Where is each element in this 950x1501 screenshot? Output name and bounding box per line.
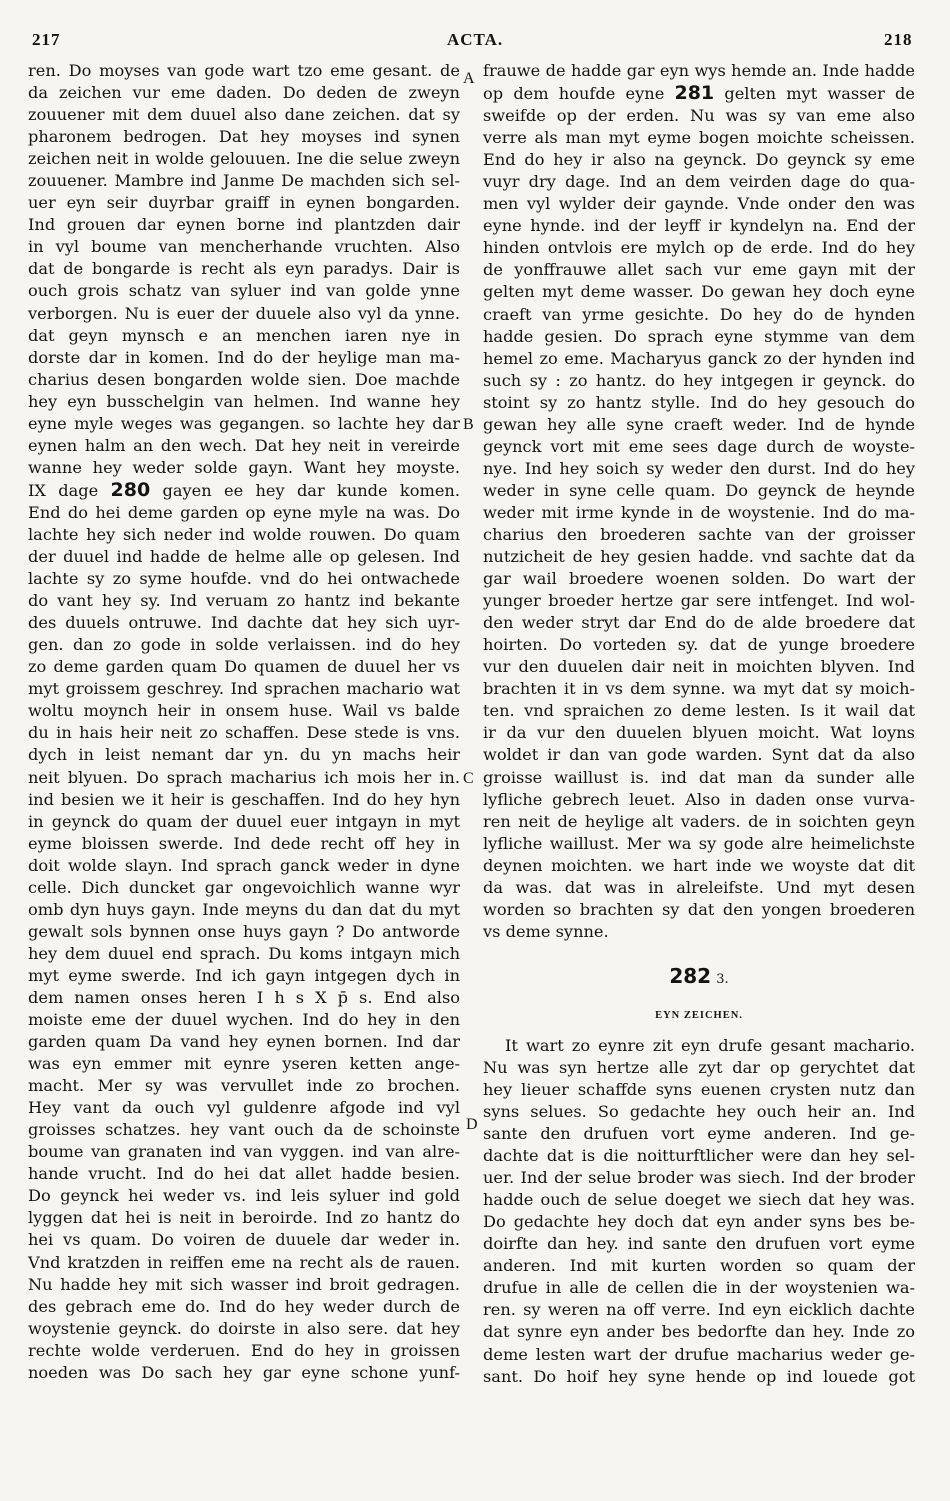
line-text: dat synre eyn ander bes bedorfte dan hey. Inde zo <box>483 1322 915 1342</box>
line-text: syns selues. So gedachte hey ouch heir an. Ind <box>483 1102 915 1122</box>
text-line <box>28 126 460 148</box>
text-line <box>28 590 460 612</box>
line-text: hemel zo eme. Macharyus ganck zo der hynden ind <box>483 348 915 368</box>
line-text: woldet ir dan van gode warden. Synt dat da also <box>483 745 915 765</box>
line-text: rechte wolde verderuen. End do hey in groissen <box>28 1340 460 1360</box>
text-line <box>483 612 915 634</box>
line-text: hoirten. Do vorteden sy. dat de yunge broedere <box>483 635 915 655</box>
line-text: in geynck do quam der duuel euer intgayn in myt <box>28 811 460 831</box>
line-text: wanne hey weder solde gayn. Want hey moyste. <box>28 457 460 477</box>
line-text: men vyl wylder deir gaynde. Vnde onder den was <box>483 194 915 214</box>
text-line <box>483 1211 915 1233</box>
text-line <box>483 1035 915 1057</box>
text-line <box>28 435 460 457</box>
line-text: macht. Mer sy was vervullet inde zo brochen. <box>28 1076 460 1096</box>
line-text: hey dem duuel end sprach. Du koms intgayn mich <box>28 943 460 963</box>
line-text: vuyr dry dage. Ind an dem veirden dage do qua- <box>483 172 915 192</box>
line-text: nye. Ind hey soich sy weder den durst. Ind do hey <box>483 458 915 478</box>
text-line <box>483 1057 915 1079</box>
text-line <box>483 193 915 215</box>
text-line <box>483 656 915 678</box>
text-line <box>483 1321 915 1343</box>
text-line <box>483 1277 915 1299</box>
text-line <box>483 1299 915 1321</box>
line-text: groisses schatzes. hey vant ouch da de schoinste <box>28 1120 460 1140</box>
text-line <box>28 767 460 789</box>
line-text: dorste dar in komen. Ind do der heylige man ma- <box>28 347 460 367</box>
text-line <box>28 1362 460 1384</box>
line-text: anderen. Ind mit kurten worden so quam der <box>483 1256 915 1276</box>
line-text: Do gedachte hey doch dat eyn ander syns bes be- <box>483 1212 915 1232</box>
line-text: woystenie geynck. do doirste in also sere. dat hey <box>28 1318 460 1338</box>
line-text: Ind grouen dar eynen borne ind plantzden dair <box>28 215 460 235</box>
text-line <box>483 414 915 436</box>
line-text: gewan hey alle syne craeft weder. Ind de hynde <box>483 414 915 434</box>
line-text: yunger broeder hertze gar sere intfenget. Ind wol- <box>483 591 915 611</box>
text-line <box>28 60 460 82</box>
line-text: neit blyuen. Do sprach macharius ich mois her in. <box>28 767 460 787</box>
text-line <box>483 634 915 656</box>
line-text: gar wail broedere woenen solden. Do wart der <box>483 569 915 589</box>
line-text: uer. Ind der selue broder was siech. Ind der broder <box>483 1168 915 1188</box>
text-line <box>28 744 460 766</box>
line-text: woltu moynch heir in onsem huse. Wail vs balde <box>28 701 460 721</box>
text-line <box>28 1075 460 1097</box>
text-line <box>28 811 460 833</box>
line-text: gelten myt deme wasser. Do gewan hey doch eyne <box>483 282 915 302</box>
line-text: zouuener. Mambre ind Janme De machden sich sel- <box>28 171 460 191</box>
text-line <box>483 370 915 392</box>
line-text: gen. dan zo gode in solde verlaissen. ind do hey <box>28 635 460 655</box>
line-text: eynen halm an den wech. Dat hey neit in vereirde <box>28 435 460 455</box>
line-text: verre als man myt eyme bogen moichte scheissen. <box>483 128 915 148</box>
section-subnumber: 3. <box>716 971 729 987</box>
text-line <box>483 82 915 105</box>
text-line <box>483 767 915 789</box>
section-heading <box>483 943 915 1035</box>
text-line <box>28 612 460 634</box>
line-text: garden quam Da vand hey eynen bornen. Ind dar <box>28 1032 460 1052</box>
text-line <box>483 678 915 700</box>
text-line <box>28 1318 460 1340</box>
line-text: eyne myle weges was gegangen. so lachte hey dar <box>28 413 460 433</box>
line-text: Vnd kratzden in reiffen eme na recht als de rauen. <box>28 1252 460 1272</box>
line-text: brachten it in vs dem synne. wa myt dat sy moich- <box>483 679 915 699</box>
line-text: It wart zo eynre zit eyn drufe gesant machario. <box>505 1035 915 1055</box>
text-line <box>28 634 460 656</box>
line-text: des duuels ontruwe. Ind dachte dat hey sich uyr- <box>28 613 460 633</box>
text-line <box>28 192 460 214</box>
line-text: End do hey ir also na geynck. Do geynck sy eme <box>483 150 915 170</box>
line-text: in vyl boume van mencherhande vruchten. Also <box>28 237 460 257</box>
text-line <box>28 965 460 987</box>
text-line <box>28 568 460 590</box>
text-line <box>483 1167 915 1189</box>
line-text: groisse waillust is. ind dat man da sunder alle <box>483 767 915 787</box>
line-text: deme lesten wart der drufue macharius weder ge- <box>483 1344 915 1364</box>
text-line <box>483 1344 915 1366</box>
text-line <box>483 700 915 722</box>
line-text: ouch grois schatz van syluer ind van golde ynne <box>28 281 460 301</box>
line-text: such sy : zo hantz. do hey intgegen ir geynck. do <box>483 370 915 390</box>
text-line <box>28 833 460 855</box>
line-text: ind besien we it heir is geschaffen. Ind do hey hyn <box>28 789 460 809</box>
line-text: lyggen dat hei is neit in beroirde. Ind zo hantz do <box>28 1208 460 1228</box>
line-text: lachte sy zo syme houfde. vnd do hei ontwachede <box>28 569 460 589</box>
text-line <box>28 325 460 347</box>
text-line <box>483 1145 915 1167</box>
text-line <box>483 259 915 281</box>
text-line <box>28 148 460 170</box>
text-line <box>483 1123 915 1145</box>
margin-mark-a: A <box>463 70 475 87</box>
left-column <box>28 60 460 1384</box>
line-text: weder mit irme kynde in de woystenie. Ind do ma- <box>483 502 915 522</box>
text-line <box>483 744 915 766</box>
line-text: ren. Do moyses van gode wart tzo eme gesant. de <box>28 61 460 80</box>
text-line <box>483 1101 915 1123</box>
line-text: da zeichen vur eme daden. Do deden de zweyn <box>28 83 460 103</box>
text-line <box>28 104 460 126</box>
line-text: eyme bloissen swerde. Ind dede recht off hey in <box>28 833 460 853</box>
line-text: hadde gesien. Do sprach eyne stymme van dem <box>483 326 915 346</box>
text-line <box>28 1053 460 1075</box>
line-text: Hey vant da ouch vyl guldenre afgode ind vyl <box>28 1098 460 1118</box>
text-line <box>28 1185 460 1207</box>
text-line <box>28 722 460 744</box>
line-text: doit wolde slayn. Ind sprach ganck weder in dyne <box>28 855 460 875</box>
line-text: zeichen neit in wolde gelouuen. Ine die selue zweyn <box>28 149 460 169</box>
text-line <box>483 237 915 259</box>
left-page-number: 217 <box>32 30 61 49</box>
line-text: charius den broederen sachte van der groisser <box>483 524 915 544</box>
line-text: was eyn emmer mit eynre yseren ketten ange- <box>28 1054 460 1074</box>
line-text: ren neit de heylige alt vaders. de in soichten geyn <box>483 811 915 831</box>
text-line <box>28 1207 460 1229</box>
text-line <box>28 1163 460 1185</box>
line-text: gelten myt wasser de <box>714 84 915 104</box>
text-line <box>28 1252 460 1274</box>
line-text: frauwe de hadde gar eyn wys hemde an. Inde hadde <box>483 61 915 80</box>
line-text: lyfliche waillust. Mer wa sy gode alre heimelichste <box>483 833 915 853</box>
right-page-number: 218 <box>884 30 913 49</box>
text-line <box>28 1097 460 1119</box>
section-caption: EYN ZEICHEN. <box>655 1009 743 1021</box>
text-line <box>28 303 460 325</box>
text-line <box>28 391 460 413</box>
line-text: ir da vur den duuelen blyuen moicht. Wat loyns <box>483 723 915 743</box>
text-line <box>483 546 915 568</box>
text-line <box>483 1189 915 1211</box>
line-text: Nu hadde hey mit sich wasser ind broit gedragen. <box>28 1274 460 1294</box>
line-text: do vant hey sy. Ind veruam zo hantz ind bekante <box>28 591 460 611</box>
line-text: nutzicheit de hey gesien hadde. vnd sachte dat da <box>483 547 915 567</box>
line-text: hey lieuer schaffde syns euenen crysten nutz dan <box>483 1079 915 1099</box>
line-text: dem namen onses heren I h s X p̄ s. End also <box>28 987 460 1007</box>
text-line <box>28 170 460 192</box>
text-line <box>28 1229 460 1251</box>
text-line <box>483 348 915 370</box>
line-text: stoint sy zo hantz stylle. Ind do hey gesouch do <box>483 392 915 412</box>
text-line <box>28 1009 460 1031</box>
text-line <box>483 304 915 326</box>
text-line <box>483 281 915 303</box>
text-line <box>28 347 460 369</box>
text-line <box>483 458 915 480</box>
text-line <box>483 502 915 524</box>
line-text: hinden ontvlois ere mylch op de erde. Ind do hey <box>483 238 915 258</box>
line-text: omb dyn huys gayn. Inde meyns du dan dat du myt <box>28 899 460 919</box>
text-line <box>483 833 915 855</box>
line-text: doirfte dan hey. ind sante den drufuen vort eyme <box>483 1234 915 1254</box>
text-line <box>483 1255 915 1277</box>
line-text: noeden was Do sach hey gar eyne schone yunf- <box>28 1362 460 1382</box>
line-text: sweifde op der erden. Nu was sy van eme also <box>483 106 915 126</box>
text-line <box>28 1141 460 1163</box>
text-line <box>483 1366 915 1388</box>
line-text: du in hais heir neit zo schaffen. Dese stede is vns. <box>28 723 460 743</box>
line-text: vur den duuelen dair neit in moichten blyven. Ind <box>483 657 915 677</box>
section-number: 282 <box>669 963 712 988</box>
text-line <box>483 127 915 149</box>
margin-mark-b: B <box>463 416 474 433</box>
text-line <box>483 722 915 744</box>
text-line <box>483 789 915 811</box>
text-line <box>28 1031 460 1053</box>
text-line <box>483 1233 915 1255</box>
margin-mark-c: C <box>463 770 474 787</box>
text-line <box>483 899 915 921</box>
running-title: ACTA. <box>447 30 504 49</box>
line-text: hadde ouch de selue doeget we siech dat hey was. <box>483 1190 915 1210</box>
line-text: gewalt sols bynnen onse huys gayn ? Do antworde <box>28 921 460 941</box>
line-text: IX dage <box>28 480 111 500</box>
text-line <box>28 921 460 943</box>
text-line <box>28 1274 460 1296</box>
line-text: dat geyn mynsch e an menchen iaren nye in <box>28 325 460 345</box>
text-line <box>483 921 915 943</box>
line-text: geynck vort mit eme sees dage durch de woyste- <box>483 436 915 456</box>
text-line <box>483 480 915 502</box>
text-line <box>28 789 460 811</box>
line-text: lachte hey sich neder ind wolde rouwen. Do quam <box>28 524 460 544</box>
line-text: hande vrucht. Ind do hei dat allet hadde besien. <box>28 1164 460 1184</box>
text-line <box>483 105 915 127</box>
line-text: myt groissem geschrey. Ind sprachen machario wat <box>28 679 460 699</box>
text-line <box>28 877 460 899</box>
line-text: pharonem bedrogen. Dat hey moyses ind synen <box>28 127 460 147</box>
margin-mark-d: D <box>466 1116 478 1133</box>
line-text: dachte dat is die noitturftlicher were dan hey sel- <box>483 1146 915 1166</box>
line-text: sant. Do hoif hey syne hende op ind louede got <box>483 1366 915 1386</box>
right-column-text-a <box>483 60 915 943</box>
line-text: dat de bongarde is recht als eyn paradys. Dair is <box>28 259 460 279</box>
text-line <box>483 590 915 612</box>
right-column-text-b <box>483 1035 915 1388</box>
text-line <box>28 502 460 524</box>
line-text: Do geynck hei weder vs. ind leis syluer ind gold <box>28 1186 460 1206</box>
line-text: vs deme synne. <box>483 921 609 941</box>
text-line <box>483 171 915 193</box>
text-line <box>483 392 915 414</box>
text-line <box>28 987 460 1009</box>
text-line <box>28 479 460 502</box>
text-line <box>28 236 460 258</box>
line-text: worden so brachten sy dat den yongen broederen <box>483 899 915 919</box>
line-text: verborgen. Nu is euer der duuele also vyl da ynne. <box>28 303 460 323</box>
line-text: Nu was syn hertze alle zyt dar op gerychtet dat <box>483 1057 915 1077</box>
line-text: ten. vnd spraichen zo deme lesten. Is it wail dat <box>483 701 915 721</box>
line-text: craeft van yrme gesichte. Do hey do de hynden <box>483 304 915 324</box>
text-line <box>28 700 460 722</box>
text-line <box>28 413 460 435</box>
text-line <box>483 524 915 546</box>
text-line <box>28 1296 460 1318</box>
text-line <box>483 215 915 237</box>
line-text: lyfliche gebrech leuet. Also in daden onse vurva- <box>483 789 915 809</box>
text-line <box>483 436 915 458</box>
line-text: zo deme garden quam Do quamen de duuel her vs <box>28 657 460 677</box>
text-line <box>28 899 460 921</box>
text-line <box>483 326 915 348</box>
line-text: zouuener mit dem duuel also dane zeichen. dat sy <box>28 105 460 125</box>
line-text: gayen ee hey dar kunde komen. <box>150 480 460 500</box>
text-line <box>28 678 460 700</box>
right-column <box>483 60 915 1388</box>
text-line <box>483 811 915 833</box>
line-text: weder in syne celle quam. Do geynck de heynde <box>483 480 915 500</box>
line-text: hei vs quam. Do voiren de duuele dar weder in. <box>28 1230 460 1250</box>
line-text: dych in leist nemant dar yn. du yn machs heir <box>28 745 460 765</box>
line-text: sante den drufuen vort eyme anderen. Ind ge- <box>483 1124 915 1144</box>
text-line <box>28 855 460 877</box>
text-line <box>28 457 460 479</box>
text-line <box>28 546 460 568</box>
line-text: op dem houfde eyne <box>483 84 675 104</box>
marginal-number: 280 <box>110 478 151 501</box>
text-line <box>28 258 460 280</box>
text-line <box>483 60 915 82</box>
line-text: des gebrach eme do. Ind do hey weder durch de <box>28 1296 460 1316</box>
line-text: uer eyn seir duyrbar graiff in eynen bongarden. <box>28 193 460 213</box>
line-text: drufue in alle de cellen die in der woystenien wa- <box>483 1278 915 1298</box>
text-line <box>483 1079 915 1101</box>
text-line <box>28 280 460 302</box>
line-text: hey eyn busschelgin van helmen. Ind wanne hey <box>28 391 460 411</box>
text-line <box>28 1119 460 1141</box>
text-line <box>28 943 460 965</box>
line-text: celle. Dich duncket gar ongevoichlich wanne wyr <box>28 877 460 897</box>
line-text: de yonffrauwe allet sach vur eme gayn mit der <box>483 260 915 280</box>
line-text: myt eyme swerde. Ind ich gayn intgegen dych in <box>28 965 460 985</box>
line-text: boume van granaten ind van vyggen. ind van alre- <box>28 1142 460 1162</box>
text-line <box>483 149 915 171</box>
text-line <box>28 369 460 391</box>
text-line <box>483 877 915 899</box>
text-line <box>483 855 915 877</box>
line-text: da was. dat was in alreleifste. Und myt desen <box>483 877 915 897</box>
text-line <box>28 214 460 236</box>
text-line <box>28 656 460 678</box>
line-text: ren. sy weren na off verre. Ind eyn eicklich dachte <box>483 1300 915 1320</box>
line-text: End do hei deme garden op eyne myle na was. Do <box>28 502 460 522</box>
line-text: moiste eme der duuel wychen. Ind do hey in den <box>28 1010 460 1030</box>
text-line <box>28 1340 460 1362</box>
line-text: deynen moichten. we hart inde we woyste dat dit <box>483 855 915 875</box>
marginal-number: 281 <box>674 82 715 105</box>
text-line <box>483 568 915 590</box>
text-line <box>28 524 460 546</box>
text-line <box>28 82 460 104</box>
line-text: den weder stryt dar End do de alde broedere dat <box>483 613 915 633</box>
line-text: charius desen bongarden wolde sien. Doe machde <box>28 369 460 389</box>
line-text: der duuel ind hadde de helme alle op gelesen. Ind <box>28 547 460 567</box>
line-text: eyne hynde. ind der leyff ir kyndelyn na. End der <box>483 216 915 236</box>
